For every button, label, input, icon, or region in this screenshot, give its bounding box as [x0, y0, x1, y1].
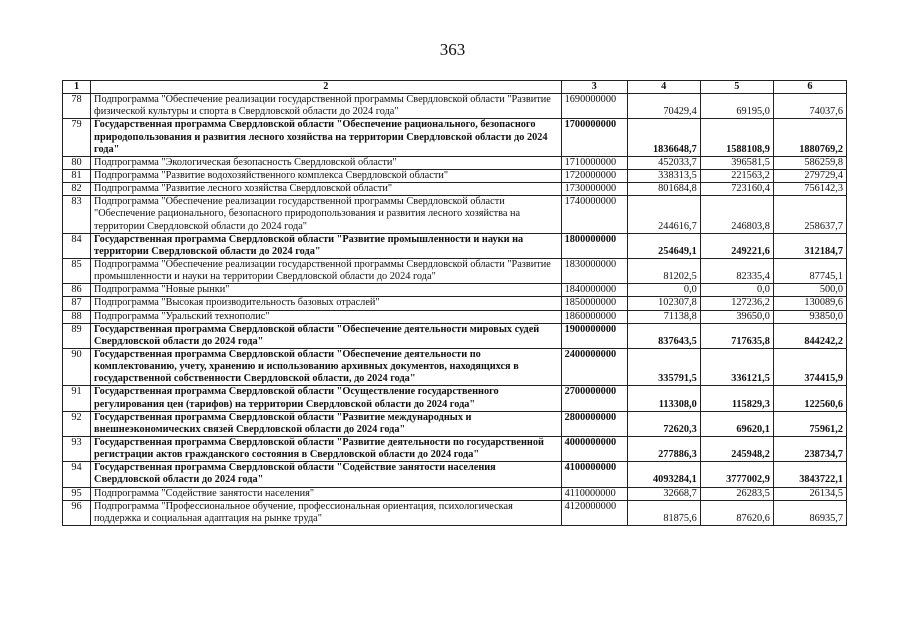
row-value-col5: 69195,0	[700, 94, 773, 119]
table-row	[63, 258, 847, 283]
row-code: 2700000000	[561, 386, 627, 411]
row-number: 80	[63, 156, 91, 169]
row-value-col4: 4093284,1	[627, 462, 700, 487]
table-row	[63, 487, 847, 500]
row-value-col4: 338313,5	[627, 169, 700, 182]
row-name: Государственная программа Свердловской области "Обеспечение деятельности по комплектованию, учету, хранению и использованию архивных документов, находящихся в государственной собственности Свердловской области, до 2024 года"	[91, 348, 562, 385]
row-number: 94	[63, 462, 91, 487]
row-value-col4: 102307,8	[627, 297, 700, 310]
row-value-col6: 3843722,1	[773, 462, 846, 487]
row-value-col4: 71138,8	[627, 310, 700, 323]
row-value-col6: 586259,8	[773, 156, 846, 169]
row-code: 1700000000	[561, 119, 627, 156]
row-value-col4: 0,0	[627, 284, 700, 297]
table-row	[63, 183, 847, 196]
table-row	[63, 196, 847, 233]
column-header: 1	[63, 81, 91, 94]
row-value-col6: 844242,2	[773, 323, 846, 348]
row-number: 79	[63, 119, 91, 156]
row-number: 96	[63, 500, 91, 525]
row-name: Государственная программа Свердловской области "Содействие занятости населения Свердловской области до 2024 года"	[91, 462, 562, 487]
row-value-col4: 335791,5	[627, 348, 700, 385]
row-name: Подпрограмма "Высокая производительность базовых отраслей"	[91, 297, 562, 310]
column-header: 6	[773, 81, 846, 94]
row-name: Государственная программа Свердловской области "Обеспечение деятельности мировых судей Свердловской области до 2024 года"	[91, 323, 562, 348]
row-value-col4: 801684,8	[627, 183, 700, 196]
row-code: 4000000000	[561, 436, 627, 461]
row-value-col6: 1880769,2	[773, 119, 846, 156]
row-value-col6: 238734,7	[773, 436, 846, 461]
table-row	[63, 436, 847, 461]
row-code: 1710000000	[561, 156, 627, 169]
page-number: 363	[439, 40, 466, 59]
row-number: 95	[63, 487, 91, 500]
table-header-row	[63, 81, 847, 94]
column-header: 4	[627, 81, 700, 94]
row-name: Подпрограмма "Экологическая безопасность Свердловской области"	[91, 156, 562, 169]
row-name: Подпрограмма "Новые рынки"	[91, 284, 562, 297]
row-value-col6: 500,0	[773, 284, 846, 297]
row-number: 92	[63, 411, 91, 436]
row-value-col4: 452033,7	[627, 156, 700, 169]
budget-table	[62, 80, 847, 526]
row-value-col6: 258637,7	[773, 196, 846, 233]
row-value-col6: 130089,6	[773, 297, 846, 310]
row-value-col6: 122560,6	[773, 386, 846, 411]
row-number: 90	[63, 348, 91, 385]
table-row	[63, 411, 847, 436]
row-number: 82	[63, 183, 91, 196]
row-value-col4: 32668,7	[627, 487, 700, 500]
column-header: 3	[561, 81, 627, 94]
column-header: 2	[91, 81, 562, 94]
row-name: Подпрограмма "Развитие водохозяйственного комплекса Свердловской области"	[91, 169, 562, 182]
row-number: 91	[63, 386, 91, 411]
row-value-col4: 837643,5	[627, 323, 700, 348]
row-number: 88	[63, 310, 91, 323]
row-name: Государственная программа Свердловской области "Развитие международных и внешнеэкономических связей Свердловской области до 2024 года"	[91, 411, 562, 436]
row-name: Подпрограмма "Обеспечение реализации государственной программы Свердловской области "Обеспечение рационального, безопасного природопользования и развития лесного хозяйства на территории Свердловской области до 2024 года"	[91, 196, 562, 233]
table-row	[63, 156, 847, 169]
table-row	[63, 119, 847, 156]
row-value-col4: 277886,3	[627, 436, 700, 461]
row-name: Государственная программа Свердловской области "Развитие деятельности по государственной регистрации актов гражданского состояния в Свердловской области до 2024 года"	[91, 436, 562, 461]
row-code: 1730000000	[561, 183, 627, 196]
table-row	[63, 233, 847, 258]
row-value-col4: 81202,5	[627, 258, 700, 283]
table-row	[63, 500, 847, 525]
row-value-col5: 82335,4	[700, 258, 773, 283]
table-row	[63, 297, 847, 310]
row-value-col5: 221563,2	[700, 169, 773, 182]
table-row	[63, 169, 847, 182]
row-number: 81	[63, 169, 91, 182]
row-value-col5: 1588108,9	[700, 119, 773, 156]
row-value-col5: 0,0	[700, 284, 773, 297]
row-value-col6: 75961,2	[773, 411, 846, 436]
row-value-col4: 244616,7	[627, 196, 700, 233]
row-value-col4: 113308,0	[627, 386, 700, 411]
row-code: 4120000000	[561, 500, 627, 525]
row-code: 1690000000	[561, 94, 627, 119]
row-number: 83	[63, 196, 91, 233]
row-number: 87	[63, 297, 91, 310]
row-value-col5: 87620,6	[700, 500, 773, 525]
row-value-col5: 3777002,9	[700, 462, 773, 487]
row-value-col4: 70429,4	[627, 94, 700, 119]
table-row	[63, 386, 847, 411]
row-value-col5: 396581,5	[700, 156, 773, 169]
row-value-col6: 312184,7	[773, 233, 846, 258]
row-value-col4: 1836648,7	[627, 119, 700, 156]
row-code: 1900000000	[561, 323, 627, 348]
row-value-col5: 246803,8	[700, 196, 773, 233]
row-number: 89	[63, 323, 91, 348]
row-value-col4: 254649,1	[627, 233, 700, 258]
row-value-col5: 723160,4	[700, 183, 773, 196]
row-value-col6: 756142,3	[773, 183, 846, 196]
row-code: 1840000000	[561, 284, 627, 297]
row-number: 85	[63, 258, 91, 283]
row-name: Государственная программа Свердловской области "Обеспечение рационального, безопасного природопользования и развития лесного хозяйства на территории Свердловской области до 2024 года"	[91, 119, 562, 156]
row-value-col5: 336121,5	[700, 348, 773, 385]
row-code: 1850000000	[561, 297, 627, 310]
row-number: 78	[63, 94, 91, 119]
row-code: 4110000000	[561, 487, 627, 500]
row-code: 4100000000	[561, 462, 627, 487]
column-header: 5	[700, 81, 773, 94]
row-number: 84	[63, 233, 91, 258]
row-value-col5: 69620,1	[700, 411, 773, 436]
row-value-col5: 115829,3	[700, 386, 773, 411]
row-number: 93	[63, 436, 91, 461]
row-value-col6: 86935,7	[773, 500, 846, 525]
row-code: 1860000000	[561, 310, 627, 323]
row-name: Подпрограмма "Развитие лесного хозяйства Свердловской области"	[91, 183, 562, 196]
row-value-col5: 249221,6	[700, 233, 773, 258]
table-row	[63, 323, 847, 348]
row-name: Подпрограмма "Содействие занятости населения"	[91, 487, 562, 500]
row-name: Государственная программа Свердловской области "Развитие промышленности и науки на территории Свердловской области до 2024 года"	[91, 233, 562, 258]
row-code: 1830000000	[561, 258, 627, 283]
row-name: Подпрограмма "Уральский технополис"	[91, 310, 562, 323]
row-code: 1740000000	[561, 196, 627, 233]
row-value-col6: 374415,9	[773, 348, 846, 385]
row-name: Подпрограмма "Обеспечение реализации государственной программы Свердловской области "Развитие физической культуры и спорта в Свердловской области до 2024 года"	[91, 94, 562, 119]
table-row	[63, 310, 847, 323]
table-row	[63, 284, 847, 297]
row-code: 1720000000	[561, 169, 627, 182]
row-value-col6: 74037,6	[773, 94, 846, 119]
row-value-col6: 279729,4	[773, 169, 846, 182]
row-name: Государственная программа Свердловской области "Осуществление государственного регулирования цен (тарифов) на территории Свердловской области до 2024 года"	[91, 386, 562, 411]
row-code: 2400000000	[561, 348, 627, 385]
row-value-col6: 26134,5	[773, 487, 846, 500]
table-row	[63, 348, 847, 385]
row-code: 2800000000	[561, 411, 627, 436]
row-value-col4: 81875,6	[627, 500, 700, 525]
table-body	[63, 94, 847, 526]
row-name: Подпрограмма "Профессиональное обучение, профессиональная ориентация, психологическая поддержка и социальная адаптация на рынке труда"	[91, 500, 562, 525]
row-value-col5: 127236,2	[700, 297, 773, 310]
row-code: 1800000000	[561, 233, 627, 258]
row-value-col5: 717635,8	[700, 323, 773, 348]
row-number: 86	[63, 284, 91, 297]
row-value-col5: 245948,2	[700, 436, 773, 461]
row-value-col4: 72620,3	[627, 411, 700, 436]
row-name: Подпрограмма "Обеспечение реализации государственной программы Свердловской области "Развитие промышленности и науки на территории Свердловской области до 2024 года"	[91, 258, 562, 283]
table-row	[63, 94, 847, 119]
row-value-col5: 26283,5	[700, 487, 773, 500]
row-value-col6: 87745,1	[773, 258, 846, 283]
row-value-col5: 39650,0	[700, 310, 773, 323]
row-value-col6: 93850,0	[773, 310, 846, 323]
table-row	[63, 462, 847, 487]
